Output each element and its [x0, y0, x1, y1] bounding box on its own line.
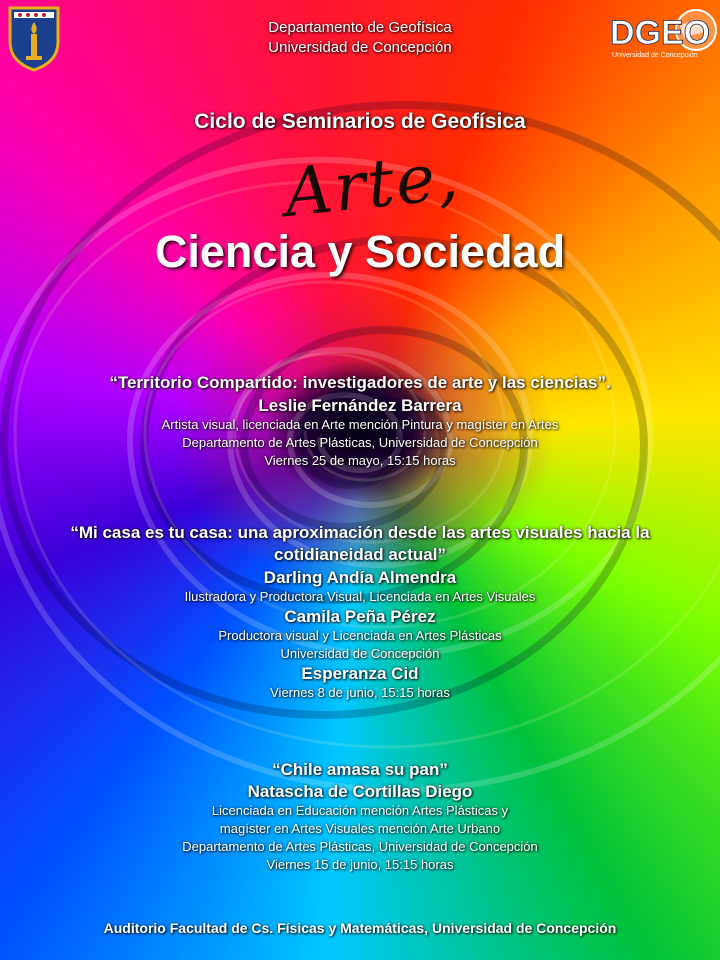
- seminar-3-title: “Chile amasa su pan”: [272, 760, 448, 779]
- department-header: [0, 18, 720, 58]
- seminar-2-speaker-3: Esperanza Cid: [301, 664, 419, 683]
- seminar-3-info-1: Licenciada en Educación mención Artes Plásticas y: [211, 803, 509, 818]
- seminar-3-speaker: Natascha de Cortillas Diego: [247, 782, 473, 801]
- seminar-2-speaker-1-info: Ilustradora y Productora Visual, Licenciada en Artes Visuales: [184, 589, 536, 604]
- dgeo-logo-subtext: Universidad de Concepción: [612, 52, 698, 59]
- seminar-2: [0, 522, 720, 702]
- series-title: Ciclo de Seminarios de Geofísica: [194, 110, 526, 133]
- seminar-2-speaker-2-info-1: Productora visual y Licenciada en Artes Plásticas: [218, 628, 502, 643]
- main-title: Ciencia y Sociedad: [154, 226, 566, 277]
- seminar-1-date: Viernes 25 de mayo, 15:15 horas: [264, 453, 456, 468]
- seminar-1-info-1: Artista visual, licenciada en Arte mención Pintura y magíster en Artes: [161, 417, 559, 432]
- seminar-2-speaker-2: Camila Peña Pérez: [284, 607, 436, 626]
- seminar-3: [0, 760, 720, 874]
- seminar-1: [0, 373, 720, 470]
- seminar-2-speaker-1: Darling Andía Almendra: [263, 568, 457, 587]
- seminar-1-info-2: Departamento de Artes Plásticas, Universidad de Concepción: [182, 435, 538, 450]
- seminar-1-speaker: Leslie Fernández Barrera: [258, 396, 462, 415]
- dgeo-logo-text: DGEO: [610, 14, 711, 52]
- seminar-3-date: Viernes 15 de junio, 15:15 horas: [266, 857, 454, 872]
- seminar-2-title-line-2: cotidianeidad actual”: [274, 545, 446, 564]
- seminar-3-info-2: magíster en Artes Visuales mención Arte Urbano: [219, 821, 501, 836]
- venue-footer: Auditorio Facultad de Cs. Físicas y Matemáticas, Universidad de Concepción: [103, 920, 617, 936]
- seminar-2-date: Viernes 8 de junio, 15:15 horas: [270, 685, 450, 700]
- department-name: Departamento de Geofísica: [268, 19, 452, 36]
- seminar-3-info-3: Departamento de Artes Plásticas, Universidad de Concepción: [182, 839, 538, 854]
- university-name: Universidad de Concepción: [268, 39, 452, 56]
- seminar-2-speaker-2-info-2: Universidad de Concepción: [280, 646, 440, 661]
- seminar-1-title: “Territorio Compartido: investigadores de arte y las ciencias”.: [109, 373, 611, 392]
- title-script-word: Arte,: [280, 137, 464, 232]
- seminar-2-title-line-1: “Mi casa es tu casa: una aproximación desde las artes visuales hacia la: [70, 523, 650, 542]
